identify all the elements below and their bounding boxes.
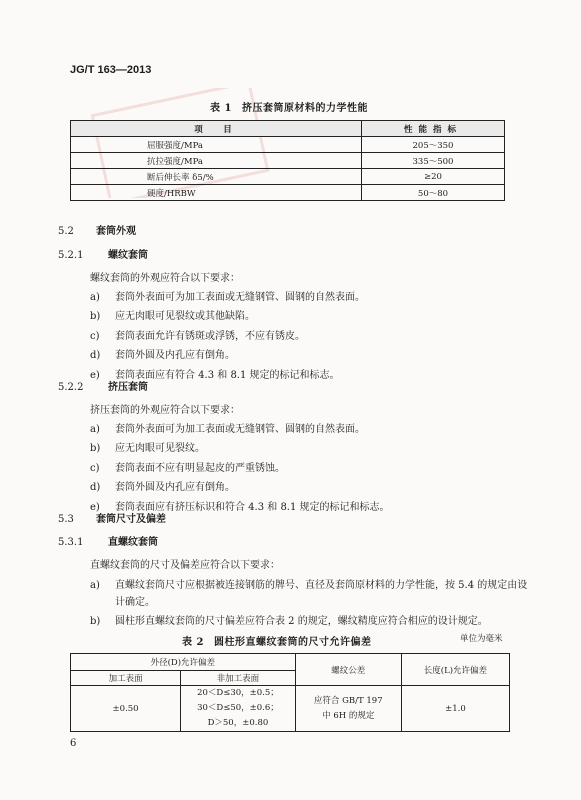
table-header-row: 外径(D)允许偏差 螺纹公差 长度(L)允许偏差 (71, 654, 510, 671)
table-header-row: 加工表面 非加工表面 (71, 671, 510, 686)
table1-caption: 表 1 挤压套筒原材料的力学性能 (210, 103, 368, 114)
unit-note: 单位为毫米 (460, 634, 503, 644)
section-5-3-1: 5.3.1 直螺纹套筒 (58, 537, 158, 548)
header-value: 性能指标 (362, 121, 505, 137)
paragraph: 直螺纹套筒的尺寸及偏差应符合以下要求： (90, 560, 280, 571)
section-5-2: 5.2 套筒外观 (58, 226, 136, 237)
table-header-row (71, 121, 505, 137)
list-item: a) 套筒外表面可为加工表面或无缝钢管、圆钢的自然表面。 (90, 424, 365, 435)
list-item: a) 直螺纹套筒尺寸应根据被连接钢筋的牌号、直径及套筒原材料的力学性能，按 5.4 的规定由设 计确定。 (90, 580, 528, 608)
table-row: 硬度/HRBW 50～80 (71, 185, 505, 201)
table-row: ±0.50 20＜D≤30，±0.5； 30＜D≤50，±0.6； D＞50，±0.80 应符合 GB/T 197 中 6H 的规定 ±1.0 (71, 686, 510, 732)
list-item: d) 套筒外圆及内孔应有倒角。 (90, 350, 235, 361)
standard-header: JG/T 163—2013 (70, 64, 152, 76)
table2-tolerances (70, 653, 510, 732)
table1-mechanical-properties (70, 120, 505, 201)
list-item: e) 套筒表面应有挤压标识和符合 4.3 和 8.1 规定的标记和标志。 (90, 502, 390, 513)
page-number: 6 (70, 738, 77, 749)
list-item: c) 套筒表面允许有锈斑或浮锈，不应有锈皮。 (90, 331, 305, 342)
table2-caption: 表 2 圆柱形直螺纹套筒的尺寸允许偏差 (182, 637, 372, 648)
table-row: 断后伸长率 δ5/% ≥20 (71, 169, 505, 185)
table-row: 屈服强度/MPa 205～350 (71, 137, 505, 153)
section-5-3: 5.3 套筒尺寸及偏差 (58, 514, 166, 525)
header-item: 项 目 (71, 121, 362, 137)
list-item: a) 套筒外表面可为加工表面或无缝钢管、圆钢的自然表面。 (90, 292, 365, 303)
table-row: 抗拉强度/MPa 335～500 (71, 153, 505, 169)
list-item: d) 套筒外圆及内孔应有倒角。 (90, 482, 235, 493)
paragraph: 挤压套筒的外观应符合以下要求： (90, 405, 240, 416)
list-item: e) 套筒表面应有符合 4.3 和 8.1 规定的标记和标志。 (90, 370, 340, 381)
section-5-2-1: 5.2.1 螺纹套筒 (58, 250, 148, 261)
paragraph: 螺纹套筒的外观应符合以下要求： (90, 273, 240, 284)
list-item: b) 应无肉眼可见裂纹或其他缺陷。 (90, 311, 255, 322)
list-item: b) 应无肉眼可见裂纹。 (90, 443, 205, 454)
list-item: b) 圆柱形直螺纹套筒的尺寸偏差应符合表 2 的规定，螺纹精度应符合相应的设计规定。 (90, 616, 488, 627)
section-5-2-2: 5.2.2 挤压套筒 (58, 382, 148, 393)
list-item: c) 套筒表面不应有明显起皮的严重锈蚀。 (90, 463, 285, 474)
